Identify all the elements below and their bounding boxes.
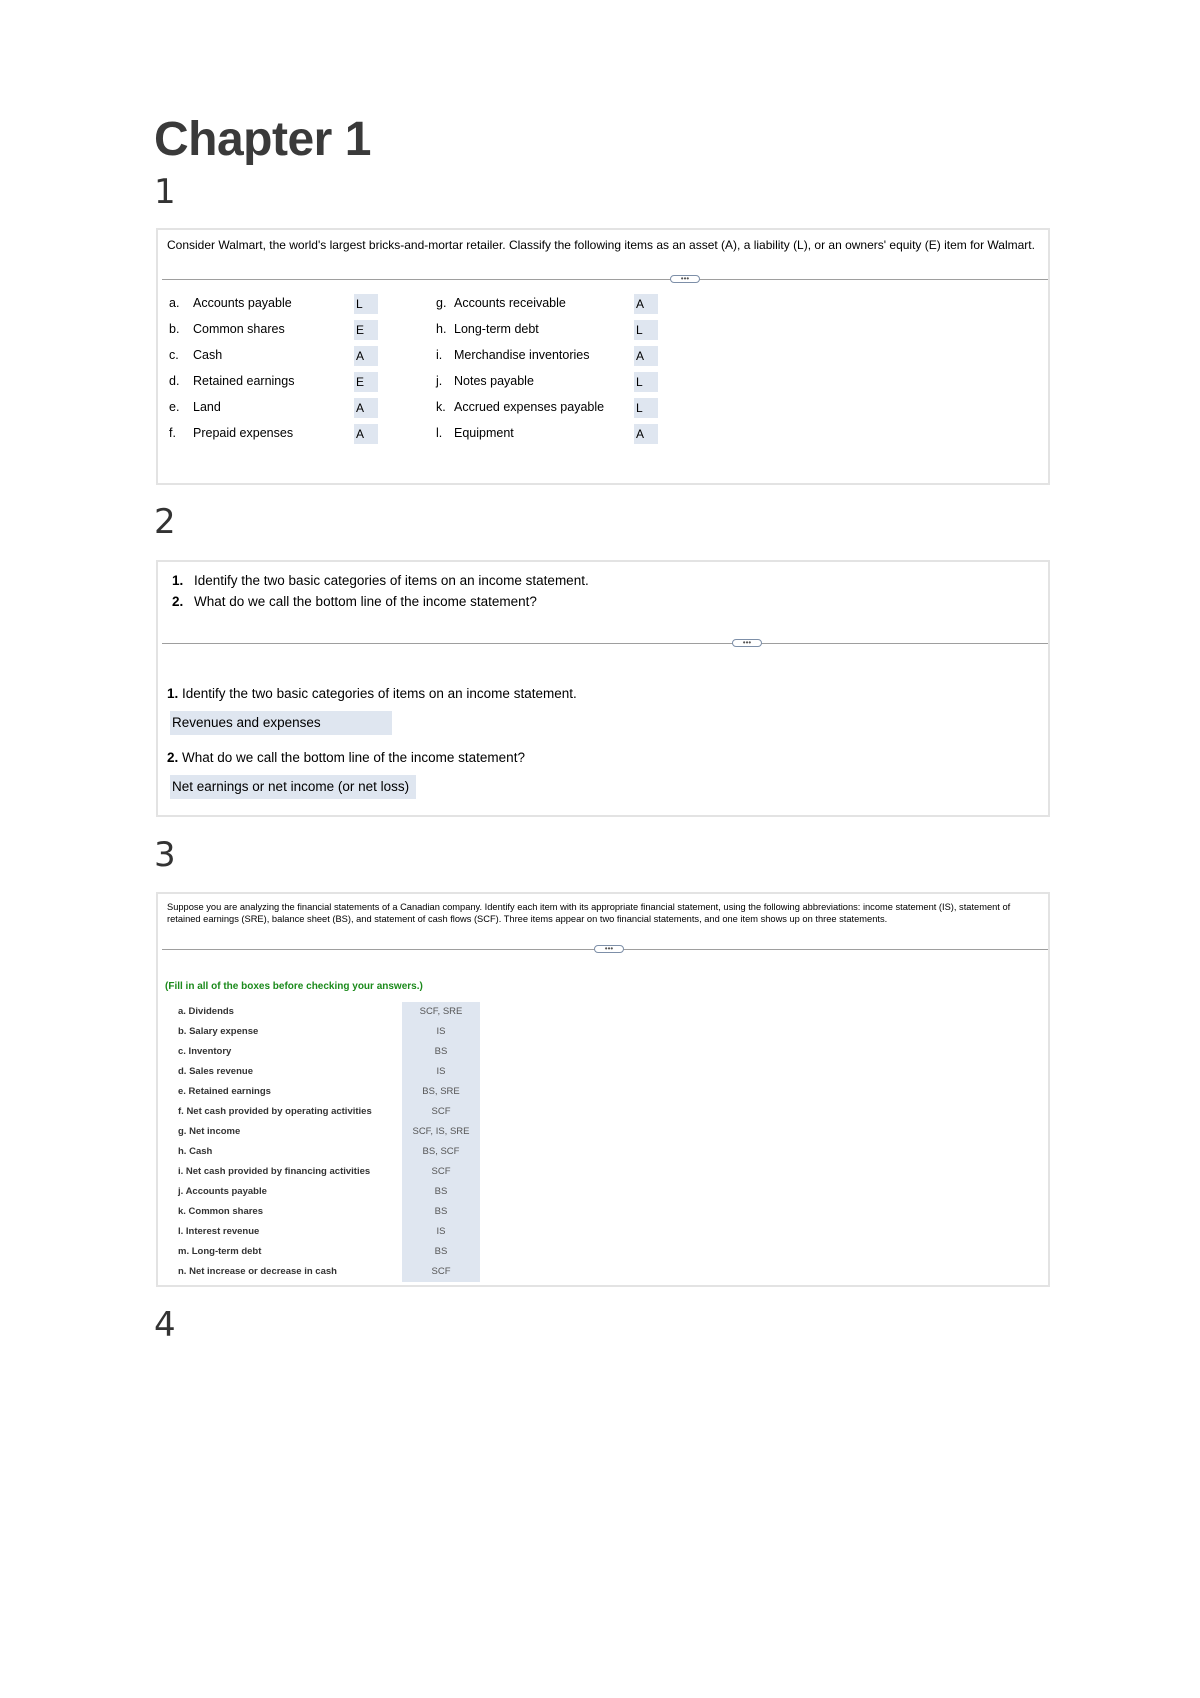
item-label: Accounts receivable [454,296,566,310]
item-letter: i. [436,348,443,362]
question-number-2: 2 [154,502,176,542]
classification-answer-field[interactable]: A [354,346,378,366]
statement-answer-field[interactable]: BS, SCF [422,1146,460,1157]
classification-answer-field[interactable]: E [354,372,378,392]
classification-answer-field[interactable]: L [634,372,658,392]
divider [162,279,1048,280]
prompt-text: What do we call the bottom line of the income statement? [194,594,537,609]
statement-answer-field[interactable]: IS [436,1066,446,1077]
item-label: Equipment [454,426,514,440]
item-letter: k. [436,400,446,414]
statement-answer-field[interactable]: BS, SRE [422,1086,460,1097]
statement-item-label: m. Long-term debt [178,1246,262,1257]
answer-field-1[interactable]: Revenues and expenses [170,711,392,735]
statement-answer-field[interactable]: IS [436,1026,446,1037]
question-1-card [156,228,1050,485]
item-letter: j. [436,374,443,388]
statement-answer-field[interactable]: IS [436,1226,446,1237]
item-label: Long-term debt [454,322,539,336]
divider [162,643,1048,644]
statement-item-label: d. Sales revenue [178,1066,253,1077]
item-label: Common shares [193,322,285,336]
statement-item-label: g. Net income [178,1126,241,1137]
item-letter: l. [436,426,443,440]
item-letter: c. [169,348,179,362]
prompt-number: 2. [172,594,184,609]
sub-question-2 [167,750,525,765]
chapter-title: Chapter 1 [154,113,371,166]
classification-answer-field[interactable]: L [634,398,658,418]
statement-item-label: e. Retained earnings [178,1086,271,1097]
item-letter: e. [169,400,180,414]
statement-item-label: h. Cash [178,1146,213,1157]
classification-answer-field[interactable]: A [354,424,378,444]
question-3-prompt: Suppose you are analyzing the financial statements of a Canadian company. Identify each item with its appropriate financial statement, using the following abbreviations: income statement (IS), statement of retained earnings (SRE), balance sheet (BS), and statement of cash flows (SCF). Three items appear on two financial statements, and one item shows up on three statements. [167,902,1011,924]
sub-question-text: Identify the two basic categories of items on an income statement. [178,686,577,701]
answer-field-2[interactable]: Net earnings or net income (or net loss) [170,775,416,799]
item-label: Merchandise inventories [454,348,590,362]
statement-answer-field[interactable]: BS [434,1246,448,1257]
statement-answer-field[interactable]: SCF, IS, SRE [412,1126,470,1137]
expand-handle-icon[interactable]: ••• [732,639,762,647]
statement-answer-field[interactable]: SCF, SRE [419,1006,463,1017]
expand-handle-icon[interactable]: ••• [670,275,700,283]
sub-question-number: 2. [167,750,179,765]
statement-item-label: c. Inventory [178,1046,232,1057]
question-number-3: 3 [154,835,176,875]
item-letter: d. [169,374,180,388]
question-number-1: 1 [154,172,176,212]
statement-answer-field[interactable]: BS [434,1206,448,1217]
statement-item-label: f. Net cash provided by operating activities [178,1106,372,1117]
statement-answer-field[interactable]: BS [434,1186,448,1197]
classification-answer-field[interactable]: A [634,424,658,444]
fill-in-note: (Fill in all of the boxes before checking your answers.) [165,981,423,992]
question-2-prompt-1 [172,573,589,588]
item-label: Notes payable [454,374,534,388]
question-1-prompt: Consider Walmart, the world's largest bricks-and-mortar retailer. Classify the following items as an asset (A), a liability (L), or an owners' equity (E) item for Walmart. [167,238,1035,252]
sub-question-1 [167,686,577,701]
item-label: Accrued expenses payable [454,400,605,414]
item-label: Retained earnings [193,374,295,388]
question-3-card [156,892,1050,1287]
item-label: Land [193,400,221,414]
statement-item-label: k. Common shares [178,1206,263,1217]
item-label: Prepaid expenses [193,426,294,440]
question-number-4: 4 [154,1305,176,1345]
prompt-text: Identify the two basic categories of items on an income statement. [194,573,589,588]
sub-question-text: What do we call the bottom line of the income statement? [178,750,525,765]
statement-item-label: b. Salary expense [178,1026,259,1037]
statement-item-label: i. Net cash provided by financing activities [178,1166,371,1177]
item-letter: h. [436,322,447,336]
statement-item-label: a. Dividends [178,1006,234,1017]
classification-answer-field[interactable]: E [354,320,378,340]
item-letter: f. [169,426,176,440]
statement-answer-field[interactable]: SCF [431,1166,451,1177]
statement-answer-field[interactable]: BS [434,1046,448,1057]
statement-answer-field[interactable]: SCF [431,1106,451,1117]
classification-answer-field[interactable]: A [634,294,658,314]
item-label: Cash [193,348,223,362]
classification-answer-field[interactable]: A [634,346,658,366]
prompt-number: 1. [172,573,184,588]
question-2-card [156,560,1050,817]
statement-answer-field[interactable]: SCF [431,1266,451,1277]
item-letter: g. [436,296,447,310]
item-letter: b. [169,322,180,336]
statement-item-label: l. Interest revenue [178,1226,260,1237]
item-label: Accounts payable [193,296,292,310]
expand-handle-icon[interactable]: ••• [594,945,624,953]
item-letter: a. [169,296,180,310]
classification-answer-field[interactable]: L [634,320,658,340]
classification-answer-field[interactable]: A [354,398,378,418]
statement-item-label: n. Net increase or decrease in cash [178,1266,337,1277]
classification-answer-field[interactable]: L [354,294,378,314]
question-2-prompt-2 [172,594,537,609]
statement-item-label: j. Accounts payable [178,1186,267,1197]
sub-question-number: 1. [167,686,179,701]
